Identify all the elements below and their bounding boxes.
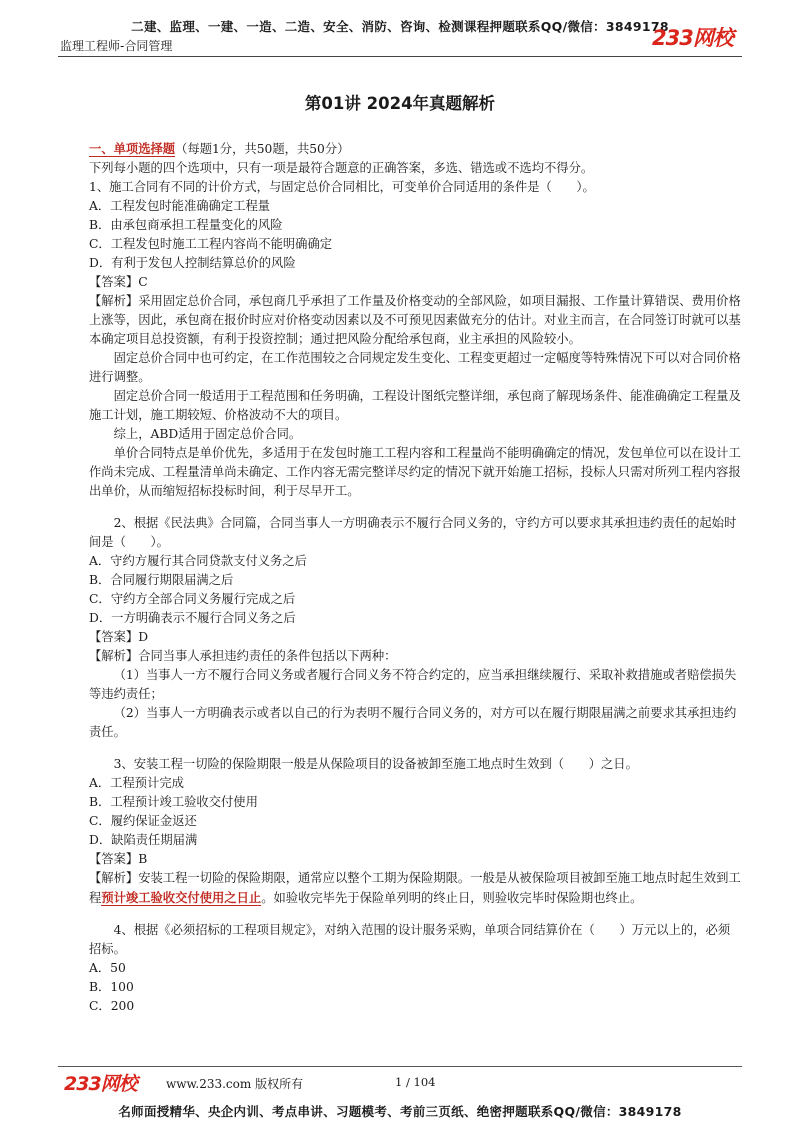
question-1-option-c: C．工程发包时施工工程内容尚不能明确确定 bbox=[89, 237, 333, 251]
question-2-option-b: B．合同履行期限届满之后 bbox=[89, 573, 234, 587]
question-1-option-a: A．工程发包时能准确确定工程量 bbox=[89, 199, 271, 213]
question-2-answer: 【答案】D bbox=[89, 630, 149, 644]
question-1-analysis: 【解析】采用固定总价合同，承包商几乎承担了工作量及价格变动的全部风险，如项目漏报、工作量计算错误、费用价格上涨等，因此，承包商在报价时应对价格变动因素以及不可预见因素做充分的估计。对业主而言，在合同签订时就可以基本确定项目总投资额，有利于投资控制；通过把风险分配给承包商，业主承担的风险较小。 bbox=[89, 294, 741, 346]
question-3-option-b: B．工程预计竣工验收交付使用 bbox=[89, 795, 258, 809]
question-2-option-a: A．守约方履行其合同贷款支付义务之后 bbox=[89, 554, 307, 568]
question-1-analysis-para: 综上，ABD适用于固定总价合同。 bbox=[113, 427, 302, 441]
question-3-option-a: A．工程预计完成 bbox=[89, 776, 184, 790]
question-4-stem: 4、根据《必须招标的工程项目规定》，对纳入范围的设计服务采购，单项合同结算价在（ ）万元以上的，必须招标。 bbox=[89, 923, 731, 956]
question-3-answer: 【答案】B bbox=[89, 852, 148, 866]
footer-site: www.233.com 版权所有 bbox=[166, 1077, 304, 1091]
question-1-analysis-para: 固定总价合同中也可约定，在工作范围较之合同规定发生变化、工程变更超过一定幅度等特殊情况下可以对合同价格进行调整。 bbox=[89, 351, 741, 384]
question-4-option-b: B．100 bbox=[89, 980, 134, 994]
question-1-option-d: D．有利于发包人控制结算总价的风险 bbox=[89, 256, 296, 270]
document-body bbox=[89, 139, 741, 1016]
question-2-stem: 2、根据《民法典》合同篇，合同当事人一方明确表示不履行合同义务的，守约方可以要求其承担违约责任的起始时间是（ ）。 bbox=[89, 516, 737, 549]
header-divider bbox=[58, 56, 742, 57]
question-1-analysis-para: 单价合同特点是单价优先，多适用于在发包时施工工程内容和工程量尚不能明确确定的情况，发包单位可以在设计工作尚未完成、工程量清单尚未确定、工作内容无需完整详尽约定的情况下就开始施工招标，投标人只需对所列工程内容报出单价，从而缩短招标投标时间，利于尽早开工。 bbox=[89, 446, 741, 498]
section-instruction: 下列每小题的四个选项中，只有一项是最符合题意的正确答案，多选、错选或不选均不得分。 bbox=[89, 161, 594, 175]
header-subtitle: 监理工程师-合同管理 bbox=[60, 39, 173, 53]
header-promo: 二建、监理、一建、一造、二造、安全、消防、咨询、检测课程押题联系QQ/微信：3849178 bbox=[131, 19, 669, 34]
question-1-stem: 1、施工合同有不同的计价方式，与固定总价合同相比，可变单价合同适用的条件是（ ）。 bbox=[89, 180, 595, 194]
question-2-option-d: D．一方明确表示不履行合同义务之后 bbox=[89, 611, 296, 625]
footer-logo: 233网校 bbox=[64, 1073, 137, 1095]
page-title: 第01讲 2024年真题解析 bbox=[304, 94, 496, 113]
question-4-option-a: A．50 bbox=[89, 961, 126, 975]
section-heading-line bbox=[89, 139, 741, 159]
question-3-stem: 3、安装工程一切险的保险期限一般是从保险项目的设备被卸至施工地点时生效到（ ）之日。 bbox=[113, 757, 638, 771]
question-2-analysis: 【解析】合同当事人承担违约责任的条件包括以下两种： bbox=[89, 649, 397, 663]
question-3-highlight: 预计竣工验收交付使用之日止 bbox=[101, 890, 262, 905]
question-3-option-d: D．缺陷责任期届满 bbox=[89, 833, 198, 847]
footer-divider bbox=[58, 1066, 742, 1067]
question-3-option-c: C．履约保证金返还 bbox=[89, 814, 197, 828]
question-1-option-b: B．由承包商承担工程量变化的风险 bbox=[89, 218, 283, 232]
footer-promo: 名师面授精华、央企内训、考点串讲、习题模考、考前三页纸、绝密押题联系QQ/微信：3849178 bbox=[118, 1104, 682, 1119]
question-3-analysis-text: 。如验收完毕先于保险单列明的终止日，则验收完毕时保险期也终止。 bbox=[261, 891, 643, 905]
question-2-option-c: C．守约方全部合同义务履行完成之后 bbox=[89, 592, 296, 606]
question-1-analysis-para: 固定总价合同一般适用于工程范围和任务明确，工程设计图纸完整详细，承包商了解现场条件、能准确确定工程量及施工计划，施工期较短、价格波动不大的项目。 bbox=[89, 389, 741, 422]
question-1-answer: 【答案】C bbox=[89, 275, 148, 289]
brand-logo: 233网校 bbox=[652, 26, 733, 50]
question-2-analysis-item: （1）当事人一方不履行合同义务或者履行合同义务不符合约定的，应当承担继续履行、采取补救措施或者赔偿损失等违约责任； bbox=[89, 668, 737, 701]
question-2-analysis-item: （2）当事人一方明确表示或者以自己的行为表明不履行合同义务的，对方可以在履行期限届满之前要求其承担违约责任。 bbox=[89, 706, 737, 739]
section-heading: 一、单项选择题 bbox=[89, 141, 176, 156]
page-number: 1 / 104 bbox=[395, 1075, 436, 1089]
question-4-option-c: C．200 bbox=[89, 999, 135, 1013]
question-3-analysis-text: 【解析】安装工程一切险的保险期限，通常应以整个工期为保险期限。一般是从被保险项目被卸至施工地点时起生效到工程 bbox=[89, 871, 741, 905]
question-3-analysis bbox=[89, 869, 741, 908]
section-note: （每题1分，共50题，共50分） bbox=[175, 142, 350, 156]
